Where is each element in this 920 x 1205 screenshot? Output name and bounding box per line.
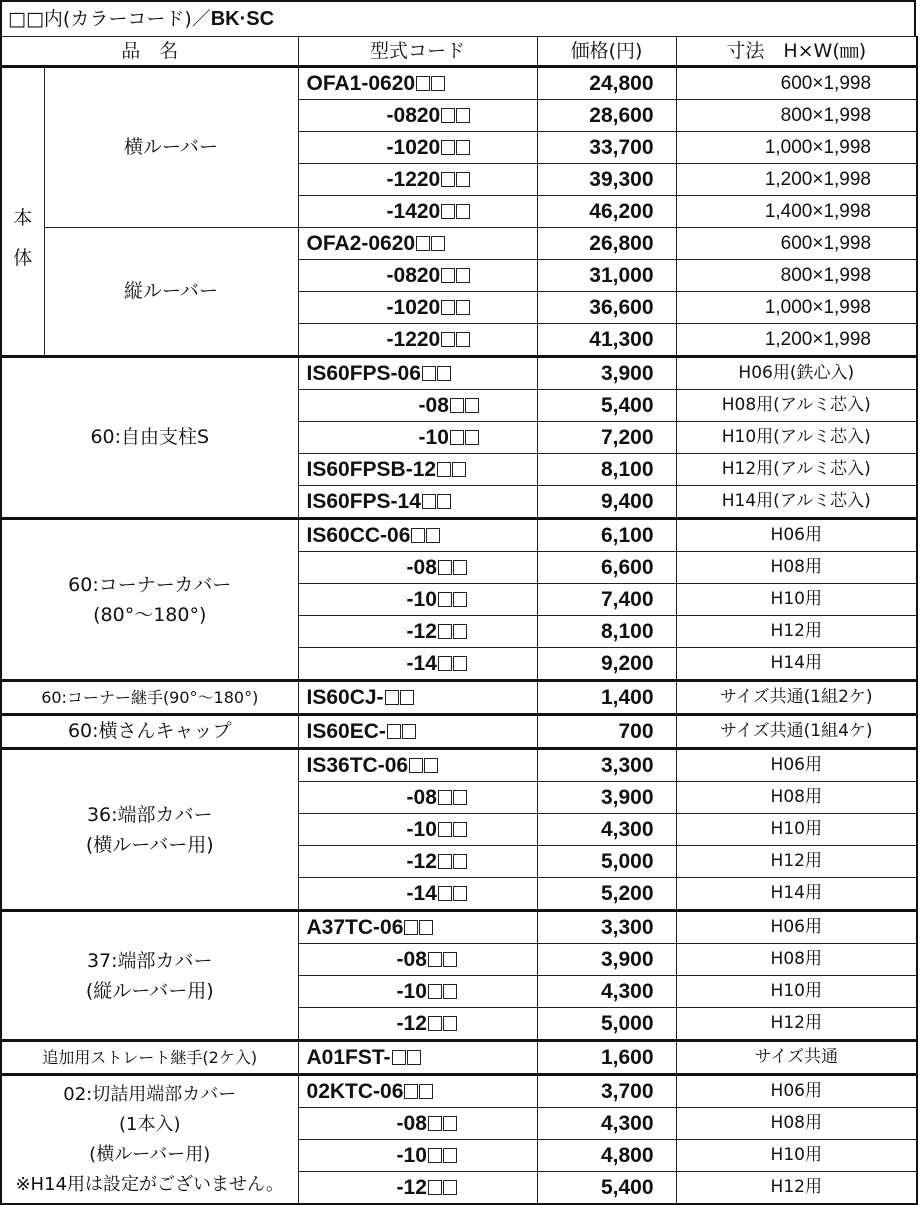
size-cell: H10用: [676, 976, 917, 1008]
color-code-placeholder-box: [456, 268, 470, 283]
product-name-cell: 縦ルーバー: [44, 228, 298, 357]
price-cell: 4,800: [537, 1140, 676, 1172]
color-code-placeholder-box: [443, 984, 457, 999]
price-cell: 1,600: [537, 1041, 676, 1075]
color-code-placeholder-box: [387, 724, 401, 739]
model-code-cell: [298, 228, 537, 260]
model-code: OFA1-0620: [306, 72, 416, 95]
size-cell: H06用: [676, 749, 917, 782]
model-code-cell: [298, 260, 537, 292]
price-cell: 8,100: [537, 616, 676, 648]
price-cell: 9,200: [537, 648, 676, 681]
model-code-cell: [298, 616, 537, 648]
color-code-placeholder-box: [452, 462, 466, 477]
model-code-cell: [298, 196, 537, 228]
price-cell: 5,400: [537, 1172, 676, 1205]
column-header-name: 品 名: [1, 37, 298, 67]
color-code-placeholder-box: [453, 592, 467, 607]
model-code-cell: [298, 519, 537, 552]
model-code-cell: [298, 164, 537, 196]
size-cell: H12用(アルミ芯入): [676, 454, 917, 486]
color-code-placeholder-box: [426, 528, 440, 543]
color-code-placeholder-box: [441, 204, 455, 219]
model-code-cell: [298, 878, 537, 911]
color-code-placeholder-box: [392, 1050, 406, 1065]
model-code: -10: [396, 1144, 427, 1167]
price-cell: 6,600: [537, 552, 676, 584]
price-cell: 5,400: [537, 390, 676, 422]
color-code-placeholder-box: [431, 236, 445, 251]
model-code-cell: [298, 1140, 537, 1172]
color-code-placeholder-box: [443, 1116, 457, 1131]
size-cell: 1,200×1,998: [676, 164, 917, 196]
price-cell: 5,000: [537, 1008, 676, 1041]
color-code-placeholder-box: [456, 172, 470, 187]
model-code-cell: [298, 944, 537, 976]
model-code: A37TC-06: [306, 916, 404, 939]
color-code-placeholder-box: [465, 430, 479, 445]
model-code: -14: [406, 652, 437, 675]
price-cell: 28,600: [537, 100, 676, 132]
product-name-cell: 60:横さんキャップ: [1, 715, 298, 749]
color-code-note: [0, 0, 916, 36]
price-cell: 41,300: [537, 324, 676, 357]
color-code-placeholder-box: [441, 268, 455, 283]
product-name-cell: 横ルーバー: [44, 67, 298, 228]
price-cell: 6,100: [537, 519, 676, 552]
color-code-placeholder-box: [438, 822, 452, 837]
size-cell: H06用: [676, 1075, 917, 1108]
color-code-placeholder-box: [409, 758, 423, 773]
table-row: [1, 228, 917, 260]
color-code-placeholder-box: [453, 560, 467, 575]
price-cell: 3,700: [537, 1075, 676, 1108]
table-row: [1, 911, 917, 944]
size-cell: サイズ共通: [676, 1041, 917, 1075]
size-cell: H08用: [676, 782, 917, 814]
size-cell: H12用: [676, 1172, 917, 1205]
color-code-placeholder-box: [456, 108, 470, 123]
color-code-placeholder-box: [438, 854, 452, 869]
price-cell: 46,200: [537, 196, 676, 228]
model-code: -12: [406, 620, 437, 643]
price-cell: 700: [537, 715, 676, 749]
model-code: -12: [406, 850, 437, 873]
model-code: -1020: [386, 296, 441, 319]
price-cell: 3,900: [537, 944, 676, 976]
price-cell: 3,900: [537, 357, 676, 390]
color-code-placeholder-box: [456, 300, 470, 315]
model-code: IS60EC-: [306, 720, 386, 743]
model-code: -1020: [386, 136, 441, 159]
size-cell: H08用: [676, 944, 917, 976]
model-code: -08: [406, 556, 437, 579]
body-category-label: 本 体: [1, 67, 44, 357]
size-cell: 800×1,998: [676, 100, 917, 132]
model-code-cell: [298, 782, 537, 814]
color-code-placeholder-box: [422, 494, 436, 509]
column-header-size: 寸法 H×W(㎜): [676, 37, 917, 67]
model-code: IS60CJ-: [306, 686, 384, 709]
size-cell: H08用(アルミ芯入): [676, 390, 917, 422]
size-cell: H08用: [676, 1108, 917, 1140]
model-code: -10: [406, 818, 437, 841]
model-code-cell: [298, 100, 537, 132]
color-code-placeholder-box: [437, 366, 451, 381]
model-code-cell: [298, 67, 537, 100]
color-code-placeholder-box: [438, 790, 452, 805]
price-cell: 1,400: [537, 681, 676, 715]
color-code-placeholder-box: [404, 920, 418, 935]
size-cell: H08用: [676, 552, 917, 584]
color-code-placeholder-box: [416, 76, 430, 91]
model-code-cell: [298, 715, 537, 749]
product-name-cell: 追加用ストレート継手(2ケ入): [1, 1041, 298, 1075]
size-cell: H06用: [676, 519, 917, 552]
size-cell: H12用: [676, 846, 917, 878]
model-code-cell: [298, 132, 537, 164]
table-row: [1, 715, 917, 749]
color-code-placeholder-box: [424, 758, 438, 773]
price-cell: 7,200: [537, 422, 676, 454]
price-cell: 4,300: [537, 1108, 676, 1140]
product-name-cell: 37:端部カバー (縦ルーバー用): [1, 911, 298, 1041]
color-code-placeholder-box: [456, 332, 470, 347]
color-code-note-prefix: □□内(カラーコード)／: [8, 8, 211, 30]
model-code-cell: [298, 1172, 537, 1205]
color-code-placeholder-box: [443, 952, 457, 967]
size-cell: サイズ共通(1組2ケ): [676, 681, 917, 715]
model-code: -12: [396, 1012, 427, 1035]
size-cell: 1,200×1,998: [676, 324, 917, 357]
model-code-cell: [298, 976, 537, 1008]
product-name-cell: 60:自由支柱S: [1, 357, 298, 519]
color-code-placeholder-box: [438, 886, 452, 901]
color-code-placeholder-box: [450, 430, 464, 445]
model-code-cell: [298, 648, 537, 681]
size-cell: H06用(鉄心入): [676, 357, 917, 390]
table-row: [1, 681, 917, 715]
color-code-placeholder-box: [431, 76, 445, 91]
model-code: OFA2-0620: [306, 232, 416, 255]
model-code: -08: [406, 786, 437, 809]
table-row: [1, 1041, 917, 1075]
model-code: IS60FPSB-12: [306, 458, 437, 481]
model-code: -0820: [386, 264, 441, 287]
model-code-cell: [298, 454, 537, 486]
size-cell: 1,000×1,998: [676, 132, 917, 164]
color-code-placeholder-box: [437, 494, 451, 509]
model-code-cell: [298, 1041, 537, 1075]
model-code: 02KTC-06: [306, 1080, 404, 1103]
price-cell: 8,100: [537, 454, 676, 486]
model-code: -08: [396, 1112, 427, 1135]
color-code-placeholder-box: [407, 1050, 421, 1065]
size-cell: サイズ共通(1組4ケ): [676, 715, 917, 749]
table-row: [1, 519, 917, 552]
price-cell: 3,900: [537, 782, 676, 814]
size-cell: H10用: [676, 584, 917, 616]
product-name-cell: 02:切詰用端部カバー (1本入) (横ルーバー用) ※H14用は設定がございません。: [1, 1075, 298, 1205]
color-code-placeholder-box: [438, 560, 452, 575]
model-code-cell: [298, 1108, 537, 1140]
color-code-placeholder-box: [438, 592, 452, 607]
color-code-placeholder-box: [441, 172, 455, 187]
price-cell: 7,400: [537, 584, 676, 616]
model-code: -08: [418, 394, 449, 417]
model-code: IS60CC-06: [306, 524, 411, 547]
model-code: -12: [396, 1176, 427, 1199]
color-code-placeholder-box: [443, 1148, 457, 1163]
table-header-row: [1, 37, 917, 67]
color-code-placeholder-box: [443, 1016, 457, 1031]
table-row: [1, 749, 917, 782]
color-code-placeholder-box: [441, 108, 455, 123]
color-code-placeholder-box: [411, 528, 425, 543]
model-code: -10: [406, 588, 437, 611]
model-code: A01FST-: [306, 1046, 391, 1069]
color-code-placeholder-box: [385, 690, 399, 705]
color-code-placeholder-box: [453, 624, 467, 639]
model-code: IS36TC-06: [306, 754, 409, 777]
size-cell: H14用: [676, 878, 917, 911]
size-cell: 600×1,998: [676, 67, 917, 100]
price-cell: 5,200: [537, 878, 676, 911]
model-code: -1220: [386, 168, 441, 191]
color-code-placeholder-box: [402, 724, 416, 739]
size-cell: H10用: [676, 814, 917, 846]
color-code-placeholder-box: [419, 920, 433, 935]
model-code: -08: [396, 948, 427, 971]
price-cell: 24,800: [537, 67, 676, 100]
color-code-placeholder-box: [453, 886, 467, 901]
model-code-cell: [298, 749, 537, 782]
size-cell: H06用: [676, 911, 917, 944]
model-code-cell: [298, 1008, 537, 1041]
color-code-placeholder-box: [416, 236, 430, 251]
product-name-cell: 36:端部カバー (横ルーバー用): [1, 749, 298, 911]
model-code: -10: [396, 980, 427, 1003]
model-code: IS60FPS-14: [306, 490, 421, 513]
color-code-placeholder-box: [453, 854, 467, 869]
model-code: -10: [418, 426, 449, 449]
model-code-cell: [298, 390, 537, 422]
size-cell: 600×1,998: [676, 228, 917, 260]
model-code-cell: [298, 486, 537, 519]
color-code-placeholder-box: [438, 656, 452, 671]
model-code-cell: [298, 911, 537, 944]
model-code-cell: [298, 1075, 537, 1108]
color-code-placeholder-box: [453, 656, 467, 671]
color-code-placeholder-box: [456, 204, 470, 219]
price-cell: 36,600: [537, 292, 676, 324]
price-cell: 5,000: [537, 846, 676, 878]
color-code-placeholder-box: [400, 690, 414, 705]
color-code-placeholder-box: [441, 332, 455, 347]
color-code-placeholder-box: [450, 398, 464, 413]
table-row: [1, 1075, 917, 1108]
model-code: IS60FPS-06: [306, 362, 421, 385]
size-cell: H10用: [676, 1140, 917, 1172]
table-row: [1, 67, 917, 100]
model-code: -1220: [386, 328, 441, 351]
color-code-placeholder-box: [422, 366, 436, 381]
size-cell: H14用: [676, 648, 917, 681]
price-cell: 26,800: [537, 228, 676, 260]
model-code-cell: [298, 324, 537, 357]
model-code-cell: [298, 584, 537, 616]
color-code-placeholder-box: [419, 1084, 433, 1099]
color-code-placeholder-box: [438, 624, 452, 639]
color-code-placeholder-box: [428, 984, 442, 999]
color-code-placeholder-box: [441, 140, 455, 155]
model-code-cell: [298, 846, 537, 878]
color-code-placeholder-box: [465, 398, 479, 413]
color-code-placeholder-box: [443, 1180, 457, 1195]
model-code: -1420: [386, 200, 441, 223]
price-table: [0, 36, 918, 1205]
color-code-placeholder-box: [456, 140, 470, 155]
size-cell: H14用(アルミ芯入): [676, 486, 917, 519]
size-cell: 1,400×1,998: [676, 196, 917, 228]
color-code-placeholder-box: [428, 1180, 442, 1195]
model-code: -14: [406, 882, 437, 905]
price-cell: 3,300: [537, 749, 676, 782]
size-cell: 1,000×1,998: [676, 292, 917, 324]
model-code-cell: [298, 422, 537, 454]
size-cell: H10用(アルミ芯入): [676, 422, 917, 454]
color-code-placeholder-box: [404, 1084, 418, 1099]
price-cell: 33,700: [537, 132, 676, 164]
model-code-cell: [298, 814, 537, 846]
model-code-cell: [298, 552, 537, 584]
model-code: -0820: [386, 104, 441, 127]
table-body: [1, 67, 917, 1205]
price-cell: 3,300: [537, 911, 676, 944]
color-code-placeholder-box: [441, 300, 455, 315]
color-code-placeholder-box: [453, 790, 467, 805]
size-cell: H12用: [676, 616, 917, 648]
color-code-placeholder-box: [428, 1016, 442, 1031]
color-code-placeholder-box: [428, 952, 442, 967]
product-name-cell: 60:コーナーカバー (80°～180°): [1, 519, 298, 681]
model-code-cell: [298, 681, 537, 715]
price-cell: 9,400: [537, 486, 676, 519]
color-code-values: BK·SC: [210, 8, 275, 30]
product-name-cell: 60:コーナー継手(90°～180°): [1, 681, 298, 715]
color-code-placeholder-box: [428, 1148, 442, 1163]
model-code-cell: [298, 357, 537, 390]
size-cell: H12用: [676, 1008, 917, 1041]
price-cell: 31,000: [537, 260, 676, 292]
price-cell: 4,300: [537, 976, 676, 1008]
color-code-placeholder-box: [437, 462, 451, 477]
column-header-code: 型式コード: [298, 37, 537, 67]
column-header-price: 価格(円): [537, 37, 676, 67]
size-cell: 800×1,998: [676, 260, 917, 292]
table-row: [1, 357, 917, 390]
price-cell: 39,300: [537, 164, 676, 196]
model-code-cell: [298, 292, 537, 324]
price-cell: 4,300: [537, 814, 676, 846]
color-code-placeholder-box: [453, 822, 467, 837]
color-code-placeholder-box: [428, 1116, 442, 1131]
